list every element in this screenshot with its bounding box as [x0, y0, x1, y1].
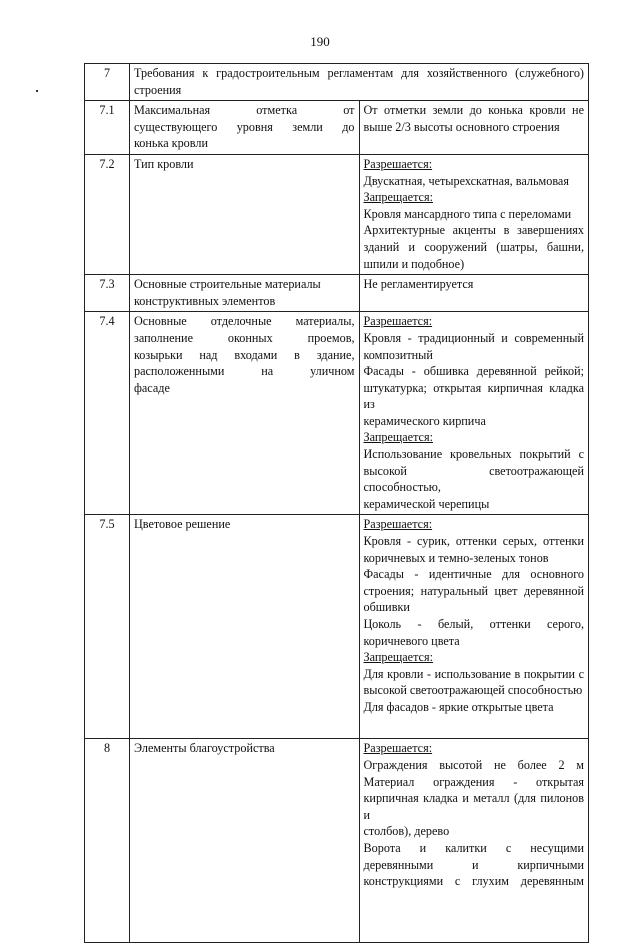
row-number: 7.4	[85, 312, 130, 515]
text-line: Для кровли - использование в покрытии с	[363, 666, 584, 681]
text-line: коричневых и темно-зеленых тонов	[363, 550, 549, 565]
text-line: козырьки над входами в здание,	[134, 347, 355, 362]
text-line: Кровля - сурик, оттенки серых, оттенки	[363, 534, 584, 549]
text-line: Материал ограждения - открытая	[363, 774, 584, 789]
row-number: 8	[85, 739, 130, 943]
allowed-label: Разрешается:	[363, 156, 433, 171]
text-line: Архитектурные акценты в завершениях	[363, 223, 584, 238]
text-line: заполнение оконных проемов,	[134, 330, 355, 345]
parameter-name	[130, 312, 360, 515]
table-row	[85, 154, 589, 274]
table-row	[85, 275, 589, 312]
text-line: Фасады - идентичные для основного	[363, 567, 584, 582]
section-title	[130, 64, 589, 101]
forbidden-label: Запрещается:	[363, 430, 433, 445]
text-line: шпили и подобное)	[363, 256, 465, 271]
parameter-value	[359, 515, 589, 739]
text-line: Двускатная, четырехскатная, вальмовая	[363, 173, 569, 188]
parameter-value: Не регламентируется	[359, 275, 589, 312]
parameter-name: Элементы благоустройства	[130, 739, 360, 943]
text-line: конька кровли	[134, 136, 208, 151]
text-line: Кровля - традиционный и современный	[363, 330, 584, 345]
text-line: Максимальная отметка от	[134, 103, 355, 118]
text-line: коричневого цвета	[363, 633, 460, 648]
text-line: керамической черепицы	[363, 496, 490, 511]
table-row	[85, 312, 589, 515]
text-line: Цоколь - белый, оттенки серого,	[363, 617, 584, 631]
text-line: композитный	[363, 347, 433, 362]
row-number: 7.5	[85, 515, 130, 739]
text-line: Ворота и калитки с несущими	[363, 841, 584, 855]
text-line: высокой светоотражающей способностью	[363, 683, 583, 698]
text-line: высокой светоотражающей способностью,	[363, 463, 584, 495]
row-number: 7.3	[85, 275, 130, 312]
text-line: керамического кирпича	[363, 413, 486, 428]
text-line: деревянными и кирпичными	[363, 857, 584, 872]
text-line: конструктивных элементов	[134, 293, 276, 308]
text-line: расположенными на уличном	[134, 364, 355, 379]
section-title-line: Требования к градостроительным регламентам для хозяйственного (служебного)	[134, 66, 584, 80]
text-line: зданий и сооружений (шатры, башни,	[363, 239, 584, 254]
text-line: строения; натуральный цвет деревянной	[363, 583, 584, 598]
text-line: штукатурка; открытая кирпичная кладка из	[363, 380, 584, 412]
text-line: столбов), дерево	[363, 824, 450, 839]
parameter-value	[359, 154, 589, 274]
text-line: существующего уровня земли до	[134, 119, 355, 134]
table-row	[85, 515, 589, 739]
row-number: 7.1	[85, 101, 130, 155]
text-line: Кровля мансардного типа с переломами	[363, 206, 572, 221]
text-line: Основные строительные материалы	[134, 277, 321, 292]
text-line: Для фасадов - яркие открытые цвета	[363, 699, 554, 714]
page-number: 190	[310, 34, 330, 49]
table-row	[85, 101, 589, 155]
row-number: 7	[85, 64, 130, 101]
text-line: Фасады - обшивка деревянной рейкой;	[363, 364, 584, 379]
section-title-line: строения	[134, 82, 182, 97]
forbidden-label: Запрещается:	[363, 650, 433, 665]
parameter-name: Тип кровли	[130, 154, 360, 274]
text-line: фасаде	[134, 380, 170, 395]
parameter-name	[130, 275, 360, 312]
allowed-label: Разрешается:	[363, 517, 433, 532]
margin-mark	[36, 90, 38, 92]
text-line: От отметки земли до конька кровли не	[363, 103, 584, 118]
text-line: выше 2/3 высоты основного строения	[363, 119, 560, 134]
text-line: кирпичная кладка и металл (для пилонов и	[363, 791, 584, 822]
parameter-value	[359, 312, 589, 515]
text-line: Основные отделочные материалы,	[134, 314, 355, 329]
forbidden-label: Запрещается:	[363, 190, 433, 205]
allowed-label: Разрешается:	[363, 314, 433, 329]
parameter-name: Цветовое решение	[130, 515, 360, 739]
allowed-label: Разрешается:	[363, 741, 433, 756]
table-row	[85, 739, 589, 943]
parameter-name	[130, 101, 360, 155]
text-line: Ограждения высотой не более 2 м	[363, 758, 584, 773]
row-number: 7.2	[85, 154, 130, 274]
text-line: конструкциями с глухим деревянным	[363, 874, 584, 889]
text-line: Использование кровельных покрытий с	[363, 447, 584, 462]
table-row	[85, 64, 589, 101]
text-line: обшивки	[363, 600, 410, 615]
parameter-value	[359, 739, 589, 943]
parameter-value	[359, 101, 589, 155]
regulations-table	[84, 63, 589, 943]
